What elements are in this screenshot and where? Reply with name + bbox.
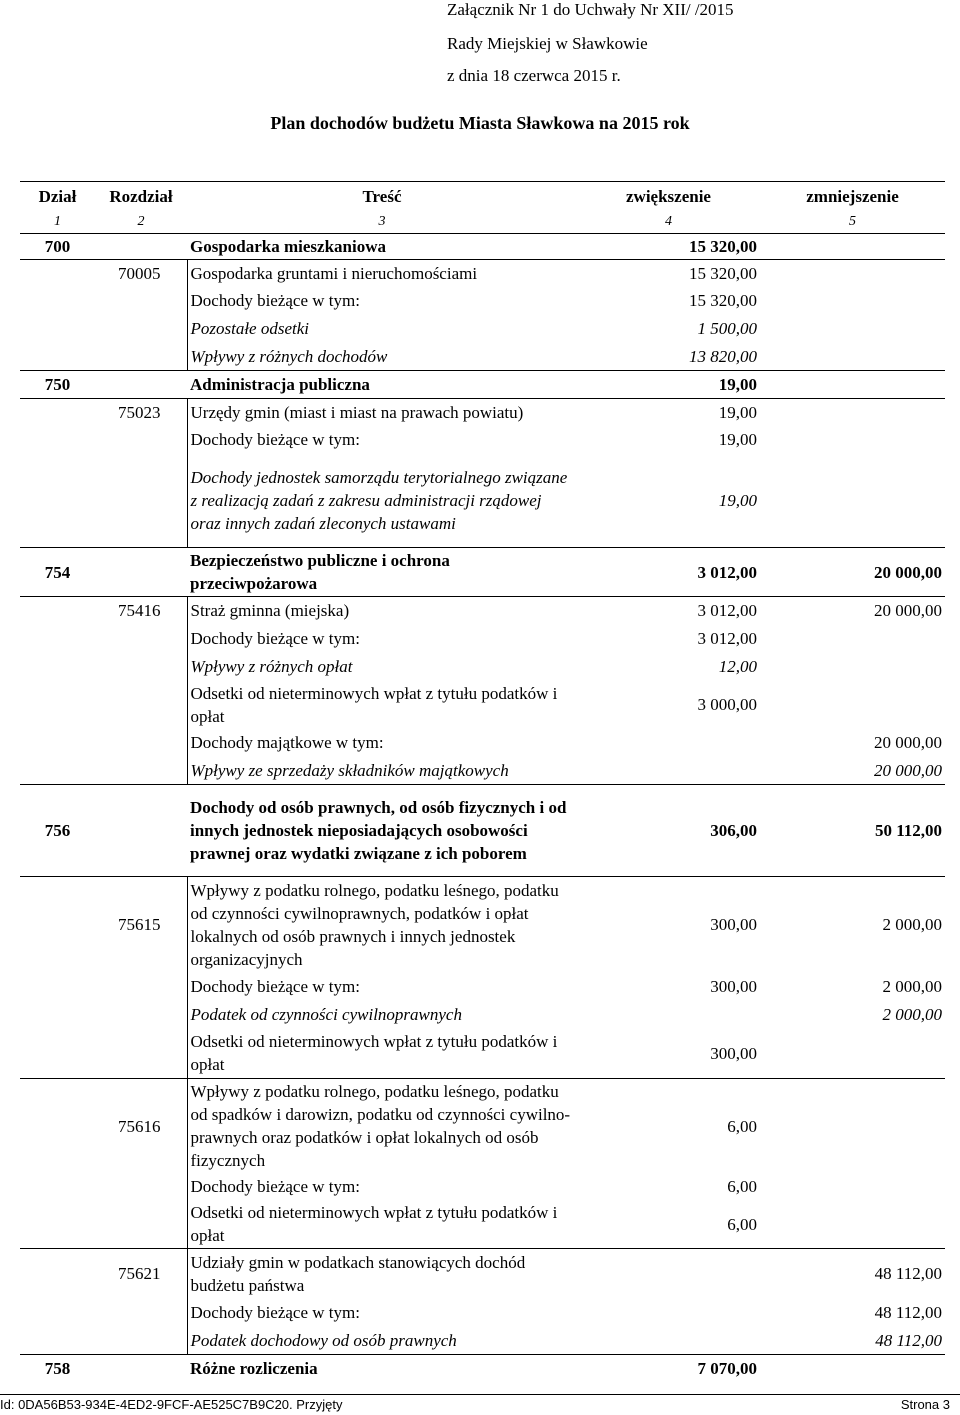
column-number-row <box>20 210 945 234</box>
dzial-cell <box>20 399 95 426</box>
dzial-cell <box>20 625 95 653</box>
table-row <box>20 426 945 454</box>
zmniejszenie-cell <box>760 625 945 653</box>
tresc-cell: Wpływy z podatku rolnego, podatku leśnego, podatku od czynności cywilnoprawnych, podatków i opłat lokalnych od osób prawnych i innych jednostek organizacyjnych <box>187 877 577 973</box>
zwiekszenie-cell: 15 320,00 <box>577 234 760 260</box>
column-number: 4 <box>665 214 672 229</box>
table-row <box>20 1200 945 1249</box>
dzial-cell <box>20 1299 95 1327</box>
dzial-cell <box>20 1200 95 1249</box>
table-row <box>20 1001 945 1029</box>
rozdzial-cell <box>95 681 187 729</box>
table-row <box>20 234 945 260</box>
zwiekszenie-cell: 12,00 <box>718 657 757 676</box>
document-id: Id: 0DA56B53-934E-4ED2-9FCF-AE525C7B9C20. Przyjęty <box>0 1397 343 1412</box>
dzial-cell: 700 <box>20 234 95 260</box>
rozdzial-cell <box>95 1173 187 1200</box>
tresc-cell: Dochody bieżące w tym: <box>187 973 577 1001</box>
table-row <box>20 1173 945 1200</box>
rozdzial-cell <box>95 1355 187 1383</box>
rozdzial-cell <box>95 625 187 653</box>
rozdzial-cell <box>95 315 187 343</box>
rozdzial-cell <box>95 234 187 260</box>
tresc-cell: Dochody bieżące w tym: <box>187 287 577 315</box>
rozdzial-cell <box>95 729 187 757</box>
rozdzial-cell: 75621 <box>95 1249 187 1299</box>
budget-table <box>20 181 945 1383</box>
rozdzial-cell <box>95 1029 187 1079</box>
tresc-cell: Gospodarka mieszkaniowa <box>187 234 577 260</box>
table-row <box>20 548 945 597</box>
zwiekszenie-cell <box>577 1249 760 1299</box>
zmniejszenie-cell <box>760 287 945 315</box>
rozdzial-cell <box>95 548 187 597</box>
table-header-row <box>20 182 945 211</box>
column-header-zmniejszenie: zmniejszenie <box>760 182 945 211</box>
dzial-cell <box>20 454 95 548</box>
tresc-cell: Dochody bieżące w tym: <box>187 426 577 454</box>
zmniejszenie-cell: 48 112,00 <box>874 1303 942 1322</box>
rozdzial-cell: 70005 <box>95 260 187 287</box>
dzial-cell <box>20 973 95 1001</box>
table-row <box>20 371 945 399</box>
zwiekszenie-cell <box>577 757 760 785</box>
council-name: Rady Miejskiej w Sławkowie <box>447 34 648 53</box>
zwiekszenie-cell: 19,00 <box>718 490 757 510</box>
zmniejszenie-cell <box>760 1200 945 1249</box>
document-title: Plan dochodów budżetu Miasta Sławkowa na 2015 rok <box>270 113 690 133</box>
zwiekszenie-cell: 3 012,00 <box>577 548 760 597</box>
zwiekszenie-cell <box>577 1327 760 1355</box>
zmniejszenie-cell: 50 112,00 <box>760 785 945 877</box>
rozdzial-cell <box>95 1200 187 1249</box>
rozdzial-cell <box>95 371 187 399</box>
rozdzial-cell: 75416 <box>95 597 187 625</box>
zmniejszenie-cell <box>760 343 945 371</box>
dzial-cell <box>20 315 95 343</box>
tresc-cell: Odsetki od nieterminowych wpłat z tytułu podatków i opłat <box>187 681 577 729</box>
dzial-cell <box>20 260 95 287</box>
page-number: Strona 3 <box>900 1397 950 1412</box>
tresc-cell: Podatek od czynności cywilnoprawnych <box>187 1001 577 1029</box>
table-row <box>20 454 945 548</box>
table-row <box>20 785 945 877</box>
dzial-cell <box>20 1327 95 1355</box>
dzial-cell <box>20 877 95 973</box>
tresc-cell: Dochody bieżące w tym: <box>187 1173 577 1200</box>
table-row <box>20 757 945 785</box>
tresc-cell: Bezpieczeństwo publiczne i ochrona przeciwpożarowa <box>187 548 577 597</box>
table-row <box>20 1355 945 1383</box>
zwiekszenie-cell: 13 820,00 <box>689 346 757 366</box>
tresc-cell: Gospodarka gruntami i nieruchomościami <box>187 260 577 287</box>
zwiekszenie-cell: 19,00 <box>577 399 760 426</box>
table-row <box>20 877 945 973</box>
rozdzial-cell: 75023 <box>95 399 187 426</box>
zwiekszenie-cell: 3 012,00 <box>697 629 757 648</box>
table-row <box>20 1327 945 1355</box>
tresc-cell: Udziały gmin w podatkach stanowiących dochód budżetu państwa <box>187 1249 577 1299</box>
table-row <box>20 287 945 315</box>
table-body <box>20 234 945 1383</box>
table-row <box>20 1249 945 1299</box>
zwiekszenie-cell <box>577 1001 760 1029</box>
rozdzial-cell: 75615 <box>95 877 187 973</box>
column-header-tresc: Treść <box>187 182 577 211</box>
dzial-cell <box>20 1079 95 1174</box>
dzial-cell: 758 <box>20 1355 95 1383</box>
dzial-cell <box>20 757 95 785</box>
page-footer <box>0 1394 960 1415</box>
tresc-cell: Straż gminna (miejska) <box>187 597 577 625</box>
zwiekszenie-cell: 6,00 <box>727 1214 757 1234</box>
rozdzial-cell <box>95 454 187 548</box>
table-row <box>20 681 945 729</box>
zmniejszenie-cell <box>760 426 945 454</box>
zmniejszenie-cell <box>760 260 945 287</box>
zwiekszenie-cell: 7 070,00 <box>577 1355 760 1383</box>
rozdzial-cell <box>95 1001 187 1029</box>
rozdzial-cell <box>95 343 187 371</box>
table-row <box>20 625 945 653</box>
zmniejszenie-cell <box>760 653 945 681</box>
column-header-dzial: Dział <box>20 182 95 211</box>
zmniejszenie-cell: 2 000,00 <box>882 977 942 996</box>
tresc-cell: Dochody bieżące w tym: <box>187 625 577 653</box>
tresc-cell: Wpływy z różnych opłat <box>187 653 577 681</box>
dzial-cell <box>20 597 95 625</box>
tresc-cell: Różne rozliczenia <box>187 1355 577 1383</box>
tresc-cell: Wpływy z podatku rolnego, podatku leśnego, podatku od spadków i darowizn, podatku od czynności cywilno-prawnych oraz podatków i opłat lokalnych od osób fizycznych <box>187 1079 577 1174</box>
tresc-cell: Wpływy ze sprzedaży składników majątkowych <box>187 757 577 785</box>
dzial-cell <box>20 426 95 454</box>
dzial-cell <box>20 1001 95 1029</box>
rozdzial-cell <box>95 426 187 454</box>
table-row <box>20 343 945 371</box>
dzial-cell <box>20 729 95 757</box>
column-header-zwiekszenie: zwiększenie <box>577 182 760 211</box>
column-number: 1 <box>54 214 61 229</box>
table-row <box>20 1079 945 1174</box>
dzial-cell <box>20 1249 95 1299</box>
zwiekszenie-cell: 3 012,00 <box>577 597 760 625</box>
dzial-cell: 754 <box>20 548 95 597</box>
zmniejszenie-cell <box>760 1355 945 1383</box>
rozdzial-cell <box>95 287 187 315</box>
zwiekszenie-cell: 15 320,00 <box>577 260 760 287</box>
table-row <box>20 1029 945 1079</box>
zwiekszenie-cell: 6,00 <box>577 1079 760 1174</box>
zmniejszenie-cell: 2 000,00 <box>882 1005 942 1024</box>
zmniejszenie-cell: 20 000,00 <box>874 733 942 752</box>
zmniejszenie-cell: 48 112,00 <box>875 1330 942 1350</box>
zwiekszenie-cell: 19,00 <box>718 430 757 449</box>
column-header-rozdzial: Rozdział <box>95 182 187 211</box>
attachment-number: Załącznik Nr 1 do Uchwały Nr XII/ /2015 <box>447 0 734 19</box>
zmniejszenie-cell <box>760 1173 945 1200</box>
rozdzial-cell <box>95 785 187 877</box>
zwiekszenie-cell: 3 000,00 <box>697 695 757 714</box>
zmniejszenie-cell <box>760 234 945 260</box>
zwiekszenie-cell: 300,00 <box>710 1043 757 1063</box>
tresc-cell: Odsetki od nieterminowych wpłat z tytułu podatków i opłat <box>187 1200 577 1249</box>
tresc-cell: Odsetki od nieterminowych wpłat z tytułu podatków i opłat <box>187 1029 577 1079</box>
zmniejszenie-cell: 48 112,00 <box>760 1249 945 1299</box>
dzial-cell <box>20 287 95 315</box>
zwiekszenie-cell: 6,00 <box>727 1177 757 1196</box>
tresc-cell: Podatek dochodowy od osób prawnych <box>187 1327 577 1355</box>
zwiekszenie-cell <box>577 729 760 757</box>
tresc-cell: Dochody bieżące w tym: <box>187 1299 577 1327</box>
table-row <box>20 729 945 757</box>
rozdzial-cell: 75616 <box>95 1079 187 1174</box>
rozdzial-cell <box>95 1327 187 1355</box>
zmniejszenie-cell <box>760 371 945 399</box>
dzial-cell <box>20 1173 95 1200</box>
zwiekszenie-cell: 15 320,00 <box>689 291 757 310</box>
dzial-cell: 756 <box>20 785 95 877</box>
zmniejszenie-cell <box>760 1029 945 1079</box>
zmniejszenie-cell <box>760 399 945 426</box>
dzial-cell: 750 <box>20 371 95 399</box>
column-number: 3 <box>378 214 386 229</box>
dzial-cell <box>20 681 95 729</box>
dzial-cell <box>20 343 95 371</box>
tresc-cell: Dochody majątkowe w tym: <box>187 729 577 757</box>
tresc-cell: Dochody jednostek samorządu terytorialnego związane z realizacją zadań z zakresu administracji rządowej oraz innych zadań zleconych ustawami <box>187 454 577 548</box>
zmniejszenie-cell <box>760 681 945 729</box>
dzial-cell <box>20 1029 95 1079</box>
zwiekszenie-cell: 1 500,00 <box>697 319 757 338</box>
zmniejszenie-cell: 2 000,00 <box>760 877 945 973</box>
zwiekszenie-cell <box>577 1299 760 1327</box>
column-number: 5 <box>849 214 856 229</box>
table-row <box>20 1299 945 1327</box>
tresc-cell: Wpływy z różnych dochodów <box>187 343 577 371</box>
table-row <box>20 260 945 287</box>
rozdzial-cell <box>95 757 187 785</box>
table-row <box>20 597 945 625</box>
resolution-date: z dnia 18 czerwca 2015 r. <box>447 66 621 85</box>
rozdzial-cell <box>95 1299 187 1327</box>
rozdzial-cell <box>95 973 187 1001</box>
tresc-cell: Dochody od osób prawnych, od osób fizycznych i od innych jednostek nieposiadających osobowości prawnej oraz wydatki związane z ich poborem <box>187 785 577 877</box>
zwiekszenie-cell: 300,00 <box>577 877 760 973</box>
table-row <box>20 973 945 1001</box>
tresc-cell: Urzędy gmin (miast i miast na prawach powiatu) <box>187 399 577 426</box>
zmniejszenie-cell: 20 000,00 <box>760 597 945 625</box>
table-row <box>20 399 945 426</box>
zmniejszenie-cell <box>760 315 945 343</box>
table-row <box>20 315 945 343</box>
tresc-cell: Administracja publiczna <box>187 371 577 399</box>
tresc-cell: Pozostałe odsetki <box>187 315 577 343</box>
zmniejszenie-cell <box>760 1079 945 1174</box>
zmniejszenie-cell: 20 000,00 <box>874 760 942 780</box>
table-row <box>20 653 945 681</box>
zwiekszenie-cell: 19,00 <box>577 371 760 399</box>
dzial-cell <box>20 653 95 681</box>
zmniejszenie-cell: 20 000,00 <box>760 548 945 597</box>
zwiekszenie-cell: 306,00 <box>577 785 760 877</box>
rozdzial-cell <box>95 653 187 681</box>
zwiekszenie-cell: 300,00 <box>710 977 757 996</box>
zmniejszenie-cell <box>760 454 945 548</box>
column-number: 2 <box>137 214 145 229</box>
